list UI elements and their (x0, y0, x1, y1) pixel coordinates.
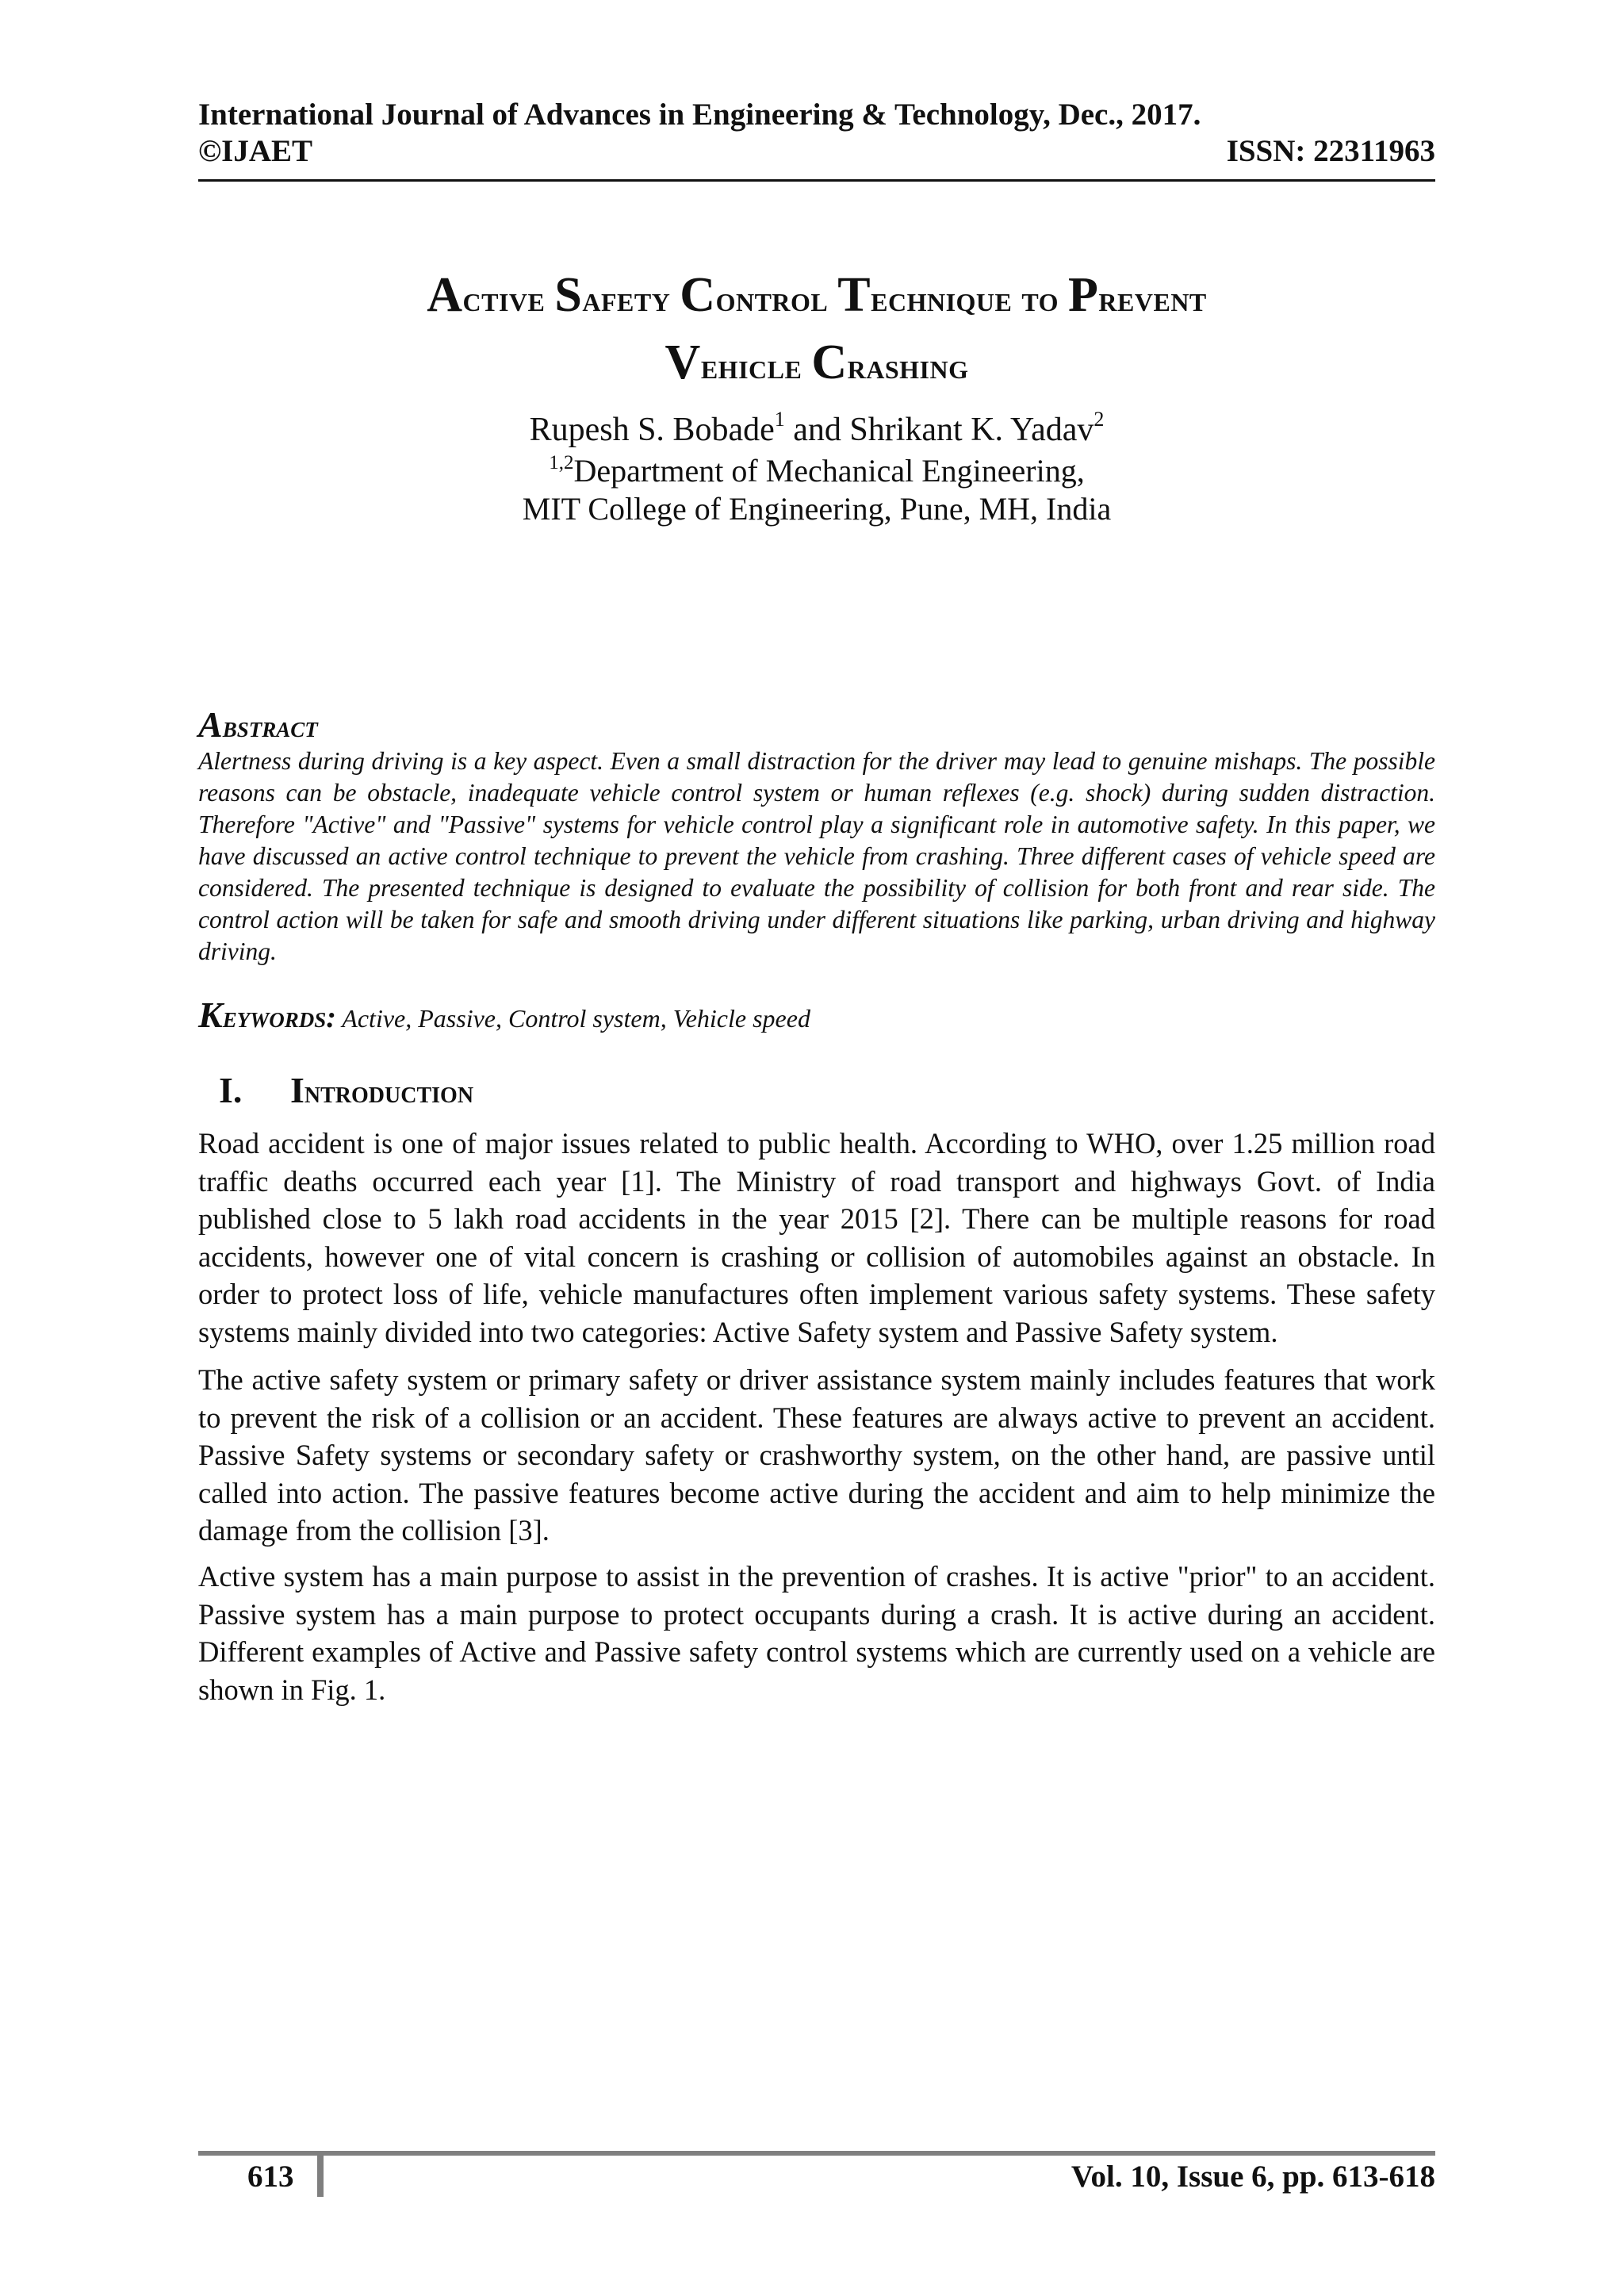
title-word: echnique to (871, 278, 1059, 319)
author-conjunction: and (784, 412, 850, 448)
title-initial: V (665, 335, 701, 389)
title-word: ctive (462, 278, 546, 319)
title-initial: P (1068, 268, 1099, 322)
title-initial: A (427, 268, 463, 322)
title-word: ontrol (715, 278, 829, 319)
section-heading-introduction (219, 1071, 473, 1112)
title-word: rashing (847, 346, 969, 386)
affiliation-department (198, 452, 1435, 490)
title-line-2 (198, 331, 1435, 398)
affiliation-institution: MIT College of Engineering, Pune, MH, India (522, 491, 1112, 527)
title-word: revent (1098, 278, 1207, 319)
affiliation-text: Department of Mechanical Engineering, (573, 453, 1085, 489)
body-paragraph: The active safety system or primary safety or driver assistance system mainly includes features that work to prevent the risk of a collision or an accident. These features are always active to prevent an accident. Passive Safety systems or secondary safety or crashworthy system, on the other hand, are passive until called into action. The passive features become active during the accident and aim to help minimize the damage from the collision [3]. (198, 1363, 1435, 1547)
body-paragraph: Active system has a main purpose to assist in the prevention of crashes. It is active "prior" to an accident. Passive system has a main purpose to protect occupants during a crash. It is active during an accident. Different examples of Active and Passive safety control systems which are currently used on a vehicle are shown in Fig. 1. (198, 1560, 1435, 1706)
header-rule (198, 179, 1435, 182)
body-paragraph: Road accident is one of major issues related to public health. According to WHO, over 1.25 million road traffic deaths occurred each year [1]. The Ministry of road transport and highways Govt. of India published close to 5 lakh road accidents in the year 2015 [2]. There can be multiple reasons for road accidents, however one of vital concern is crashing or collision of automobiles against an obstacle. In order to protect loss of life, vehicle manufactures often implement various safety systems. These safety systems mainly divided into two categories: Active Safety system and Passive Safety system. (198, 1127, 1435, 1348)
paper-page (198, 0, 1435, 2296)
heading-rest: eywords: (222, 1001, 336, 1034)
author-superscript: 1 (774, 408, 785, 431)
heading-rest: bstract (222, 711, 318, 744)
journal-name: International Journal of Advances in Engineering & Technology, Dec., 2017. (198, 98, 1201, 132)
author-list (198, 408, 1435, 449)
heading-initial: A (198, 704, 223, 745)
title-word: afety (582, 278, 671, 319)
title-initial: T (837, 268, 871, 322)
affiliation-superscript: 1,2 (549, 452, 574, 473)
abstract-heading (198, 704, 318, 745)
keywords-list: Active, Passive, Control system, Vehicle speed (335, 1004, 810, 1033)
heading-initial: I (290, 1070, 304, 1110)
section-number: I. (219, 1070, 243, 1110)
abstract-body: Alertness during driving is a key aspect. Even a small distraction for the driver may lead to genuine mishaps. The possible reasons can be obstacle, inadequate vehicle control system or human reflexes (e.g. shock) during sudden distraction. Therefore "Active" and "Passive" systems for vehicle control play a significant role in automotive safety. In this paper, we have discussed an active control technique to prevent the vehicle from crashing. Three different cases of vehicle speed are considered. The presented technique is designed to evaluate the possibility of collision for both front and rear side. The control action will be taken for safe and smooth driving under different situations like parking, urban driving and highway driving. (198, 747, 1435, 965)
title-initial: C (680, 268, 716, 322)
heading-initial: K (198, 995, 223, 1035)
title-word: ehicle (700, 346, 802, 386)
author-superscript: 2 (1094, 408, 1105, 431)
keywords-heading (198, 995, 336, 1035)
title-initial: C (811, 335, 848, 389)
issn-label: ISSN: 22311963 (1226, 134, 1435, 168)
author-name: Shrikant K. Yadav (849, 412, 1094, 448)
author-name: Rupesh S. Bobade (529, 412, 775, 448)
keywords (198, 995, 1435, 1036)
paper-title (198, 263, 1435, 398)
heading-rest: ntroduction (304, 1074, 474, 1110)
title-line-1 (198, 263, 1435, 331)
running-header (198, 97, 1435, 170)
copyright-label: ©IJAET (198, 134, 313, 168)
title-initial: S (554, 268, 583, 322)
page-number: 613 (247, 2160, 294, 2194)
footer-divider (317, 2151, 324, 2197)
footer-rule (198, 2151, 1435, 2156)
volume-info: Vol. 10, Issue 6, pp. 613-618 (1071, 2160, 1435, 2194)
